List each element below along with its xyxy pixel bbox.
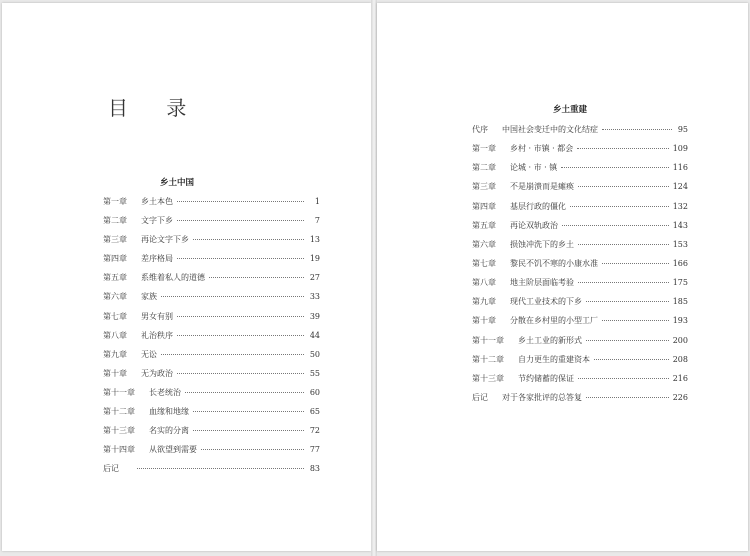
dot-leader: [561, 167, 668, 168]
dot-leader: [177, 201, 304, 202]
dot-leader: [177, 258, 304, 259]
toc-entry[interactable]: [103, 387, 320, 406]
chapter-title: 再论文字下乡: [141, 235, 189, 245]
chapter-title: 无讼: [141, 349, 157, 359]
chapter-title: 现代工业技术的下乡: [510, 297, 582, 307]
chapter-title: 系维着私人的道德: [141, 273, 205, 283]
toc-entry[interactable]: [472, 239, 688, 258]
dot-leader: [161, 296, 304, 297]
dot-leader: [193, 430, 304, 431]
page-number: 116: [672, 163, 688, 173]
page-number: 72: [309, 426, 320, 436]
chapter-number: 后记: [472, 392, 488, 402]
contents-heading: 目 录: [108, 96, 203, 120]
page-number: 50: [309, 349, 320, 359]
chapter-title: 名实的分离: [149, 426, 189, 436]
dot-leader: [602, 129, 672, 130]
section-title-xiangtu-zhongguo: 乡土中国: [160, 178, 195, 188]
toc-entry[interactable]: [472, 296, 688, 315]
dot-leader: [578, 186, 669, 187]
chapter-number: 第三章: [103, 235, 127, 245]
toc-entry[interactable]: [472, 277, 688, 296]
chapter-title: 血缘和地缘: [149, 407, 189, 417]
chapter-title: 论城 · 市 · 镇: [510, 163, 558, 173]
dot-leader: [177, 373, 304, 374]
toc-entry[interactable]: [472, 354, 688, 373]
chapter-title: 损蚀冲洗下的乡土: [510, 239, 574, 249]
toc-entry[interactable]: [103, 196, 320, 215]
chapter-title: 黎民不饥不寒的小康水准: [510, 258, 598, 268]
dot-leader: [562, 225, 669, 226]
page-number: 132: [672, 201, 688, 211]
dot-leader: [177, 316, 304, 317]
chapter-title: 不是崩溃而是瘫痪: [510, 182, 574, 192]
toc-entry[interactable]: [103, 406, 320, 425]
chapter-title: 基层行政的僵化: [510, 201, 566, 211]
chapter-number: 第十二章: [103, 407, 135, 417]
page-number: 185: [672, 297, 688, 307]
page-number: 60: [309, 387, 320, 397]
dot-leader: [577, 148, 668, 149]
dot-leader: [570, 206, 669, 207]
page-number: 216: [672, 373, 688, 383]
chapter-number: 第四章: [103, 254, 127, 264]
page-number: 83: [309, 464, 320, 474]
toc-entry[interactable]: [472, 181, 688, 200]
chapter-title: 礼治秩序: [141, 330, 173, 340]
dot-leader: [177, 220, 304, 221]
chapter-number: 第八章: [103, 330, 127, 340]
chapter-title: 家族: [141, 292, 157, 302]
toc-entry[interactable]: [472, 315, 688, 334]
dot-leader: [586, 340, 669, 341]
chapter-number: 第十三章: [103, 426, 135, 436]
chapter-title: 对于各家批评的总答复: [502, 392, 582, 402]
toc-entry[interactable]: [472, 143, 688, 162]
page-number: 13: [309, 235, 320, 245]
page-number: 33: [309, 292, 320, 302]
page-number: 166: [672, 258, 688, 268]
dot-leader: [193, 411, 304, 412]
page-number: 95: [677, 125, 688, 134]
toc-entry[interactable]: [472, 162, 688, 181]
dot-leader: [201, 449, 304, 450]
chapter-number: 第十三章: [472, 373, 504, 383]
page-number: 200: [672, 335, 688, 345]
toc-entry[interactable]: [103, 291, 320, 310]
toc-entry[interactable]: [472, 392, 688, 411]
chapter-title: 再论双轨政治: [510, 220, 558, 230]
chapter-title: 乡土工业的新形式: [518, 335, 582, 345]
page-number: 143: [672, 220, 688, 230]
dot-leader: [578, 282, 669, 283]
chapter-number: 第十二章: [472, 354, 504, 364]
chapter-number: 第三章: [472, 182, 496, 192]
chapter-number: 第十一章: [472, 335, 504, 345]
page-number: 39: [309, 311, 320, 321]
chapter-title: 中国社会变迁中的文化结症: [502, 125, 598, 134]
chapter-number: 第一章: [103, 197, 127, 206]
page-number: 175: [672, 278, 688, 288]
chapter-number: 第九章: [103, 349, 127, 359]
chapter-number: 第六章: [472, 239, 496, 249]
page-number: 153: [672, 239, 688, 249]
page-number: 208: [672, 354, 688, 364]
dot-leader: [193, 239, 304, 240]
dot-leader: [209, 277, 304, 278]
dot-leader: [177, 335, 304, 336]
chapter-title: 长老统治: [149, 387, 181, 397]
chapter-number: 第一章: [472, 144, 496, 154]
toc-entry[interactable]: [472, 124, 688, 143]
toc-entry[interactable]: [103, 215, 320, 234]
chapter-number: 第十章: [472, 316, 496, 326]
chapter-title: 乡土本色: [141, 197, 173, 206]
chapter-number: 第七章: [472, 258, 496, 268]
chapter-title: 文字下乡: [141, 216, 173, 226]
chapter-number: 第十章: [103, 368, 127, 378]
chapter-number: 第十一章: [103, 387, 135, 397]
toc-entry[interactable]: [103, 425, 320, 444]
chapter-title: 乡村 · 市镇 · 都会: [510, 144, 574, 154]
page-number: 27: [309, 273, 320, 283]
toc-entry[interactable]: [103, 234, 320, 253]
chapter-title: 无为政治: [141, 368, 173, 378]
dot-leader: [594, 359, 669, 360]
toc-entry[interactable]: [103, 444, 320, 463]
chapter-title: 男女有别: [141, 311, 173, 321]
chapter-number: 第七章: [103, 311, 127, 321]
toc-entry[interactable]: [103, 330, 320, 349]
chapter-number: 后记: [103, 464, 119, 474]
chapter-number: 第十四章: [103, 445, 135, 455]
dot-leader: [578, 244, 669, 245]
page-number: 77: [309, 445, 320, 455]
chapter-number: 代序: [472, 125, 488, 134]
dot-leader: [578, 378, 669, 379]
toc-list-right: [472, 124, 688, 411]
page-number: 1: [314, 197, 320, 206]
chapter-number: 第八章: [472, 278, 496, 288]
toc-entry[interactable]: [472, 258, 688, 277]
page-number: 65: [309, 407, 320, 417]
chapter-number: 第五章: [103, 273, 127, 283]
toc-entry[interactable]: [472, 373, 688, 392]
toc-entry[interactable]: [103, 349, 320, 368]
chapter-number: 第五章: [472, 220, 496, 230]
toc-entry[interactable]: [103, 368, 320, 387]
chapter-title: 从欲望到需要: [149, 445, 197, 455]
page-number: 124: [672, 182, 688, 192]
page-number: 226: [672, 392, 688, 402]
chapter-title: 差序格局: [141, 254, 173, 264]
dot-leader: [586, 301, 669, 302]
page-number: 44: [309, 330, 320, 340]
toc-entry[interactable]: [103, 311, 320, 330]
dot-leader: [137, 468, 304, 469]
toc-entry[interactable]: [472, 335, 688, 354]
page-number: 7: [314, 216, 320, 226]
section-title-xiangtu-chongjian: 乡土重建: [553, 105, 588, 115]
toc-entry[interactable]: [472, 201, 688, 220]
toc-list-left: [103, 196, 320, 482]
chapter-title: 地主阶层面临考验: [510, 278, 574, 288]
dot-leader: [185, 392, 304, 393]
page-number: 55: [309, 368, 320, 378]
chapter-number: 第六章: [103, 292, 127, 302]
chapter-number: 第九章: [472, 297, 496, 307]
page-number: 19: [309, 254, 320, 264]
chapter-number: 第二章: [472, 163, 496, 173]
dot-leader: [602, 263, 669, 264]
chapter-title: 节约储蓄的保证: [518, 373, 574, 383]
toc-entry[interactable]: [103, 463, 320, 482]
chapter-title: 自力更生的重建资本: [518, 354, 590, 364]
dot-leader: [161, 354, 304, 355]
dot-leader: [586, 397, 669, 398]
chapter-number: 第四章: [472, 201, 496, 211]
chapter-title: 分散在乡村里的小型工厂: [510, 316, 598, 326]
toc-entry[interactable]: [103, 272, 320, 291]
dot-leader: [602, 320, 669, 321]
chapter-number: 第二章: [103, 216, 127, 226]
toc-entry[interactable]: [472, 220, 688, 239]
toc-entry[interactable]: [103, 253, 320, 272]
page-number: 109: [672, 144, 688, 154]
page-number: 193: [672, 316, 688, 326]
